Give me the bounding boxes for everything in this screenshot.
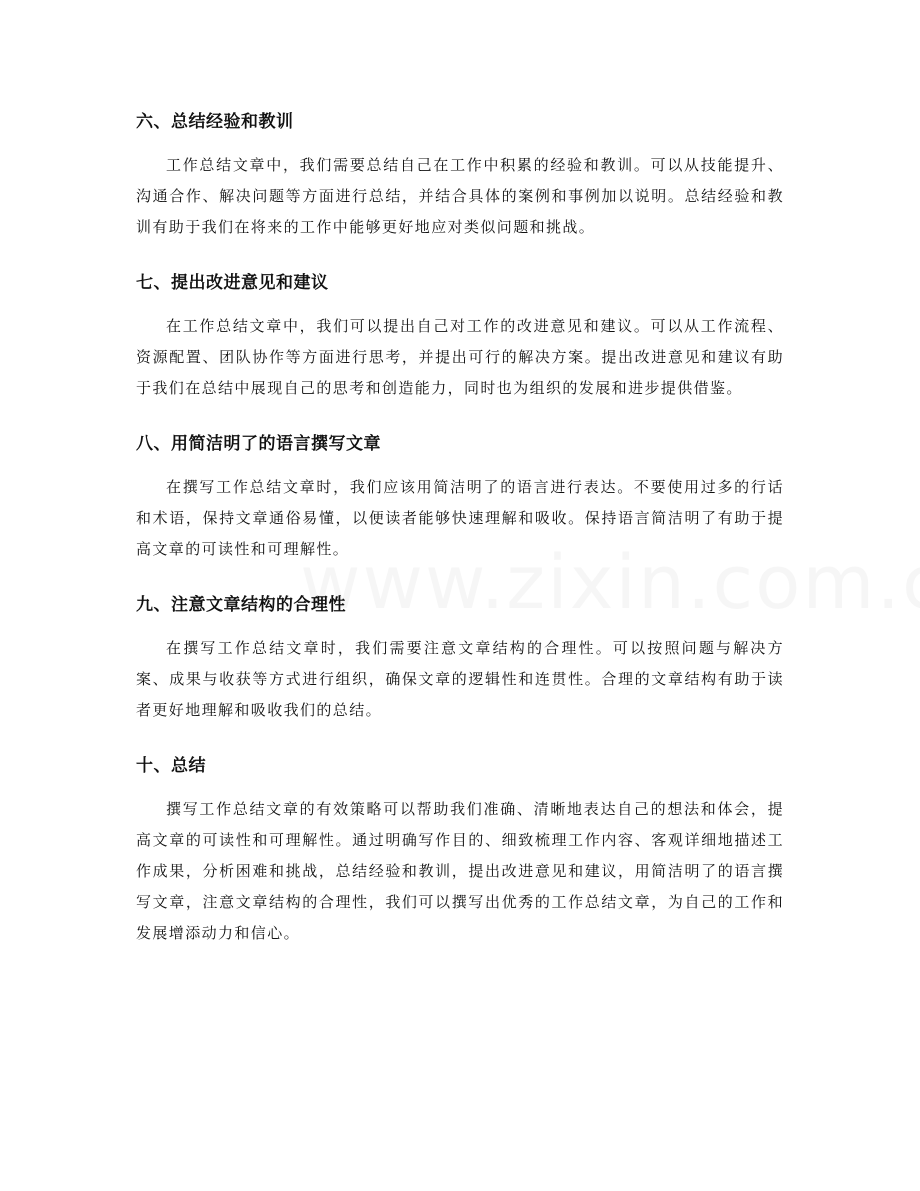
section-paragraph: 撰写工作总结文章的有效策略可以帮助我们准确、清晰地表达自己的想法和体会，提高文章的可读性和可理解性。通过明确写作目的、细致梳理工作内容、客观详细地描述工作成果，分析困难和挑战，总结经验和教训，提出改进意见和建议，用简洁明了的语言撰写文章，注意文章结构的合理性，我们可以撰写出优秀的工作总结文章，为自己的工作和发展增添动力和信心。 bbox=[136, 800, 784, 942]
section-9 bbox=[136, 589, 784, 726]
section-heading: 六、总结经验和教训 bbox=[136, 112, 294, 132]
section-heading: 九、注意文章结构的合理性 bbox=[136, 595, 346, 615]
section-7 bbox=[136, 267, 784, 404]
section-heading: 十、总结 bbox=[136, 756, 206, 776]
section-paragraph: 在撰写工作总结文章时，我们应该用简洁明了的语言进行表达。不要使用过多的行话和术语，保持文章通俗易懂，以便读者能够快速理解和吸收。保持语言简洁明了有助于提高文章的可读性和可理解性。 bbox=[136, 478, 784, 558]
document-body bbox=[136, 106, 784, 973]
section-paragraph: 工作总结文章中，我们需要总结自己在工作中积累的经验和教训。可以从技能提升、沟通合作、解决问题等方面进行总结，并结合具体的案例和事例加以说明。总结经验和教训有助于我们在将来的工作中能够更好地应对类似问题和挑战。 bbox=[136, 156, 784, 236]
section-paragraph: 在撰写工作总结文章时，我们需要注意文章结构的合理性。可以按照问题与解决方案、成果与收获等方式进行组织，确保文章的逻辑性和连贯性。合理的文章结构有助于读者更好地理解和吸收我们的总结。 bbox=[136, 639, 784, 719]
section-8 bbox=[136, 428, 784, 565]
section-paragraph: 在工作总结文章中，我们可以提出自己对工作的改进意见和建议。可以从工作流程、资源配置、团队协作等方面进行思考，并提出可行的解决方案。提出改进意见和建议有助于我们在总结中展现自己的思考和创造能力，同时也为组织的发展和进步提供借鉴。 bbox=[136, 317, 784, 397]
section-heading: 七、提出改进意见和建议 bbox=[136, 273, 329, 293]
section-6 bbox=[136, 106, 784, 243]
section-heading: 八、用简洁明了的语言撰写文章 bbox=[136, 434, 381, 454]
section-10 bbox=[136, 750, 784, 949]
